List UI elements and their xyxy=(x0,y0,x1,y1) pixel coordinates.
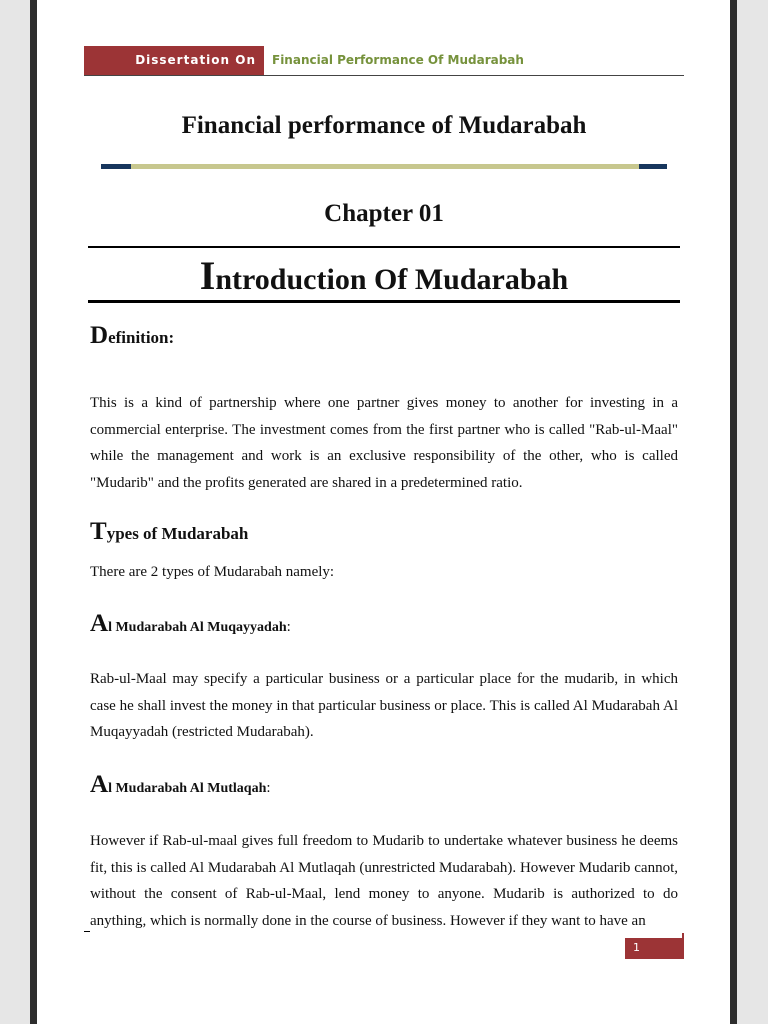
page-number-badge xyxy=(625,938,684,959)
rule-cap-right xyxy=(639,164,667,169)
heading-muqayyadah xyxy=(90,610,291,638)
document-title: Financial performance of Mudarabah xyxy=(181,112,587,139)
heading-types xyxy=(90,518,248,546)
heading-text: ypes of Mudarabah xyxy=(106,524,249,543)
drop-cap: I xyxy=(199,253,216,298)
intro-rule-top xyxy=(88,246,680,248)
heading-text: l Mudarabah Al Mutlaqah xyxy=(108,781,267,796)
paragraph-mutlaqah: However if Rab-ul-maal gives full freedom to Mudarib to undertake whatever business he deems fit, this is called Al Mudarabah Al Mutlaqah (unrestricted Mudarabah). However Mudarib cannot, without the consent of Rab-ul-Maal, lend money to anyone. Mudarib is authorized to do anything, which is normally done in the course of business. However if they want to have an xyxy=(90,833,678,929)
heading-mutlaqah xyxy=(90,771,271,799)
drop-cap: D xyxy=(90,322,109,349)
heading-colon: : xyxy=(286,619,291,635)
heading-colon: : xyxy=(266,780,271,796)
running-header xyxy=(84,46,684,76)
chapter-heading: Chapter 01 xyxy=(324,200,444,227)
header-title: Financial Performance Of Mudarabah xyxy=(272,53,524,67)
heading-text: efinition: xyxy=(108,328,175,347)
drop-cap: T xyxy=(90,518,107,545)
page-number-tick xyxy=(682,933,684,938)
header-label: Dissertation On xyxy=(84,46,264,75)
page-edge-right xyxy=(730,0,737,1024)
rule-cap-left xyxy=(101,164,131,169)
heading-text: ntroduction Of Mudarabah xyxy=(215,263,569,296)
section-heading-introduction xyxy=(88,252,680,299)
footer-mark xyxy=(84,931,90,932)
page-edge-left xyxy=(30,0,37,1024)
paragraph-types: There are 2 types of Mudarabah namely: xyxy=(90,564,335,580)
heading-definition xyxy=(90,322,174,350)
paragraph-definition: This is a kind of partnership where one partner gives money to another for investing in a commercial enterprise. The investment comes from the first partner who is called "Rab-ul-Maal" while the management and work is an exclusive responsibility of the other, who is called "Mudarib" and the profits generated are shared in a predetermined ratio. xyxy=(90,395,678,491)
paragraph-muqayyadah: Rab-ul-Maal may specify a particular business or a particular place for the mudarib, in which case he shall invest the money in that particular business or place. This is called Al Mudarabah Al Muqayyadah (restricted Mudarabah). xyxy=(90,671,678,740)
page-number: 1 xyxy=(633,941,640,954)
heading-text: l Mudarabah Al Muqayyadah xyxy=(108,620,287,635)
drop-cap: A xyxy=(90,771,109,798)
intro-rule-bottom xyxy=(88,300,680,303)
drop-cap: A xyxy=(90,610,109,637)
title-rule xyxy=(101,164,667,169)
